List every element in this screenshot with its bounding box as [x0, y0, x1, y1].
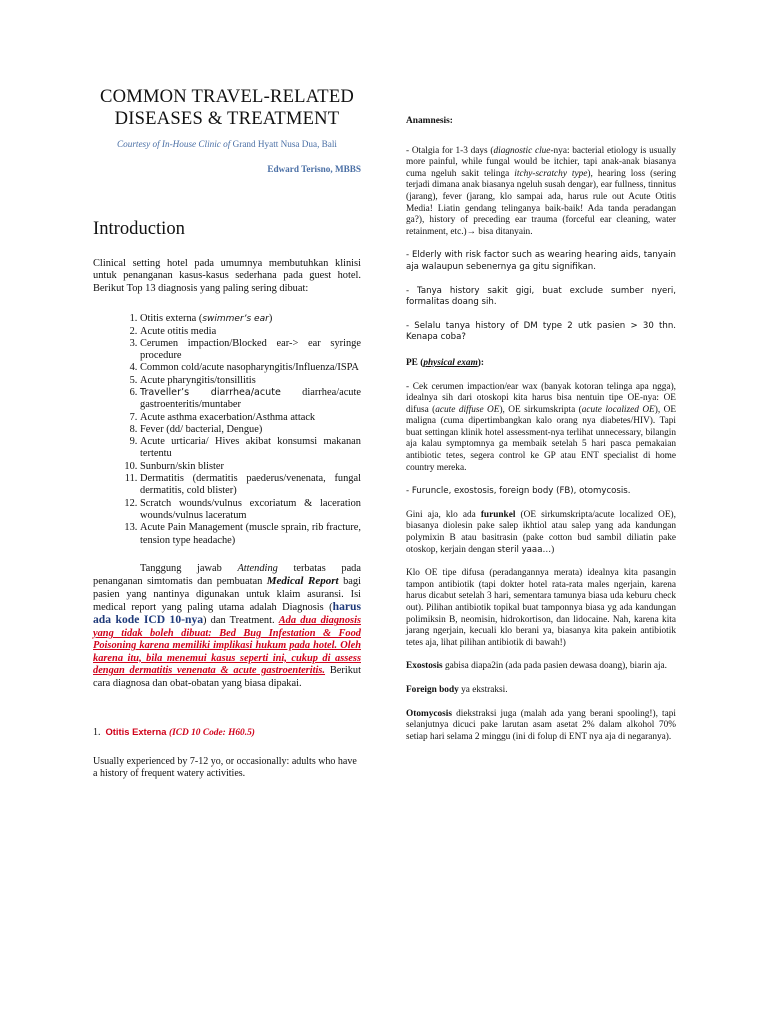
icd-requirement: harus ada kode ICD 10-nya [93, 600, 361, 627]
left-column [93, 86, 361, 780]
list-item: 1. Otitis externa (swimmer’s ear) [140, 313, 361, 325]
right-column [406, 116, 676, 743]
pe-item: Exostosis gabisa diapa2in (ada pada pasien dewasa doang), biarin aja. [406, 661, 668, 672]
anamnesis-item: - Selalu tanya history of DM type 2 utk pasien > 30 thn. Kenapa coba? [406, 320, 676, 343]
pe-item: Foreign body ya ekstraksi. [406, 684, 508, 695]
document-title: COMMON TRAVEL-RELATED DISEASES & TREATMENT [99, 86, 354, 129]
arrow-icon: → [466, 226, 476, 237]
intro-paragraph: Clinical setting hotel pada umumnya membutuhkan klinisi untuk penanganan kasus-kasus sederhana pada guest hotel. Berikut Top 13 diagnosis yang paling sering dibuat: [93, 258, 361, 294]
section-intro-text: Usually experienced by 7-12 yo, or occasionally: adults who have a history of frequent watery activities. [93, 755, 357, 779]
responsibility-paragraph: Tanggung jawab Attending terbatas pada penanganan simtomatis dan pembuatan Medical Report bagi pasien yang nantinya digunakan untuk klaim asuransi. Isi medical report yang paling utama adalah Diagnosis (harus ada kode ICD 10-nya) dan Treatment. Ada dua diagnosis yang tidak boleh dibuat: Bed Bug Infestation & Food Poisoning karena memiliki implikasi hukum pada hotel. Oleh karena itu, bila menemui kasus seperti ini, cukup di assess dengan dermatitis venenata & acute gastroenteritis. Berikut cara diagnosa dan obat-obatan yang biasa dipakai. [93, 562, 361, 689]
pe-item: - Cek cerumen impaction/ear wax (banyak kotoran telinga apa ngga), idealnya sih dari otoskopi kita harus bisa nentuin tipe OE-nya: OE difusa (acute diffuse OE), OE sirkumskripta (acute localized OE), OE maligna (cuma dipertimbangkan kalo orang nya diabetes/HIV). Tapi buat settingan klinik hotel assessment-nya terlihat unnecessary, bilangin aja kalau symptomnya ga membaik setelah 5 hari pasca pemakaian antibiotic tetes, segera control ke GP atau ENT specialist di home country mereka. [406, 381, 676, 473]
warning-text: Ada dua diagnosis yang tidak boleh dibuat: Bed Bug Infestation & Food Poisoning karena memiliki implikasi hukum pada hotel. Oleh karena itu, bila menemui kasus seperti ini, cukup di assess dengan dermatitis venenata & acute gastroenteritis. [93, 615, 361, 677]
list-item: 4. Common cold/acute nasopharyngitis/Influenza/ISPA [140, 362, 361, 374]
intro-heading: Introduction [93, 218, 185, 239]
pe-item: Gini aja, klo ada furunkel (OE sirkumskripta/acute localized OE), biasanya diolesin pake salep ikhtiol atau salep yang ada kandungan polymixin B atau basitrasin (pake cotton bud sambil diliatin pake otoskop, kerjain dengan steril yaaa…) [406, 509, 676, 555]
section-heading-otitis-externa: 1. Otitis Externa (ICD 10 Code: H60.5) [93, 725, 255, 738]
diagnosis-list [93, 313, 361, 547]
anamnesis-heading: Anamnesis: [406, 116, 453, 126]
author-name: Edward Terisno, MBBS [267, 164, 361, 174]
pe-item: Otomycosis diekstraksi juga (malah ada yang berani spooling!), tapi selanjutnya dicuci pake larutan asam asetat 2% dalam alkohol 70% setiap hari selama 2 minggu (ini di folup di ENT nya aja di negaranya). [406, 708, 676, 742]
courtesy-line [93, 138, 361, 150]
list-item: 12. Scratch wounds/vulnus excoriatum & laceration wounds/vulnus laceratum [140, 498, 361, 523]
list-item: 11. Dermatitis (dermatitis paederus/venenata, fungal dermatitis, cold blister) [140, 473, 361, 498]
list-item: 8. Fever (dd/ bacterial, Dengue) [140, 424, 361, 436]
list-item: 6. Traveller’s diarrhea/acute diarrhea/acute gastroenteritis/muntaber [140, 387, 361, 412]
list-item: 10. Sunburn/skin blister [140, 461, 361, 473]
pe-item: Klo OE tipe difusa (peradangannya merata) idealnya kita pasangin tampon antibiotik (tapi dokter hotel rata-rata males ngerjain, karena harus dicabut setelah 3 hari, sementara tamunya biasa uda keburu check out). Pilihan antibiotik topikal buat tamponnya biasa yg ada kandungan polimiksin B, neomisin, hidrokortison, dan lidocaine. Nah, karena kita jarang ngerjain, kecuali klo berani ya, biasanya kita pakein antibiotik tetes aja, lihat pilihan antibiotik di bawah!) [406, 568, 676, 648]
anamnesis-item: - Tanya history sakit gigi, buat exclude sumber nyeri, formalitas doang sih. [406, 285, 676, 308]
list-item: 3. Cerumen impaction/Blocked ear-> ear syringe procedure [140, 338, 361, 363]
pe-item: - Furuncle, exostosis, foreign body (FB), otomycosis. [406, 486, 631, 497]
anamnesis-item: - Otalgia for 1-3 days (diagnostic clue-nya: bacterial etiology is usually more painful, while fungal would be itchier, tapi anak-anak biasanya cuma ngeluh sakit telinga itchy-scratchy type), hearing loss (sering terjadi dimana anak biasanya ngeluh susah dengar), ear fullness, tinnitus (jarang), fever (jarang, klo sampai ada, harus rule out Acute Otitis Media! Liatin gendang telinganya baik-baik! Ada tanda peradangan ga?), history of preceding ear trauma (forceful ear cleaning, water retainment, etc.)→ bisa ditanyain. [406, 145, 676, 237]
list-item: 9. Acute urticaria/ Hives akibat konsumsi makanan tertentu [140, 436, 361, 461]
courtesy-lead: Courtesy of In-House Clinic of [117, 139, 231, 149]
anamnesis-item: - Elderly with risk factor such as wearing hearing aids, tanyain aja walaupun sebenernya ga gitu signifikan. [406, 250, 676, 272]
list-item: 7. Acute asthma exacerbation/Asthma attack [140, 412, 361, 424]
pe-heading: PE (physical exam): [406, 357, 484, 368]
list-item: 2. Acute otitis media [140, 326, 361, 338]
list-item: 5. Acute pharyngitis/tonsillitis [140, 375, 361, 387]
list-item: 13. Acute Pain Management (muscle sprain, rib fracture, tension type headache) [140, 522, 361, 547]
courtesy-place: Grand Hyatt Nusa Dua, Bali [232, 139, 337, 149]
